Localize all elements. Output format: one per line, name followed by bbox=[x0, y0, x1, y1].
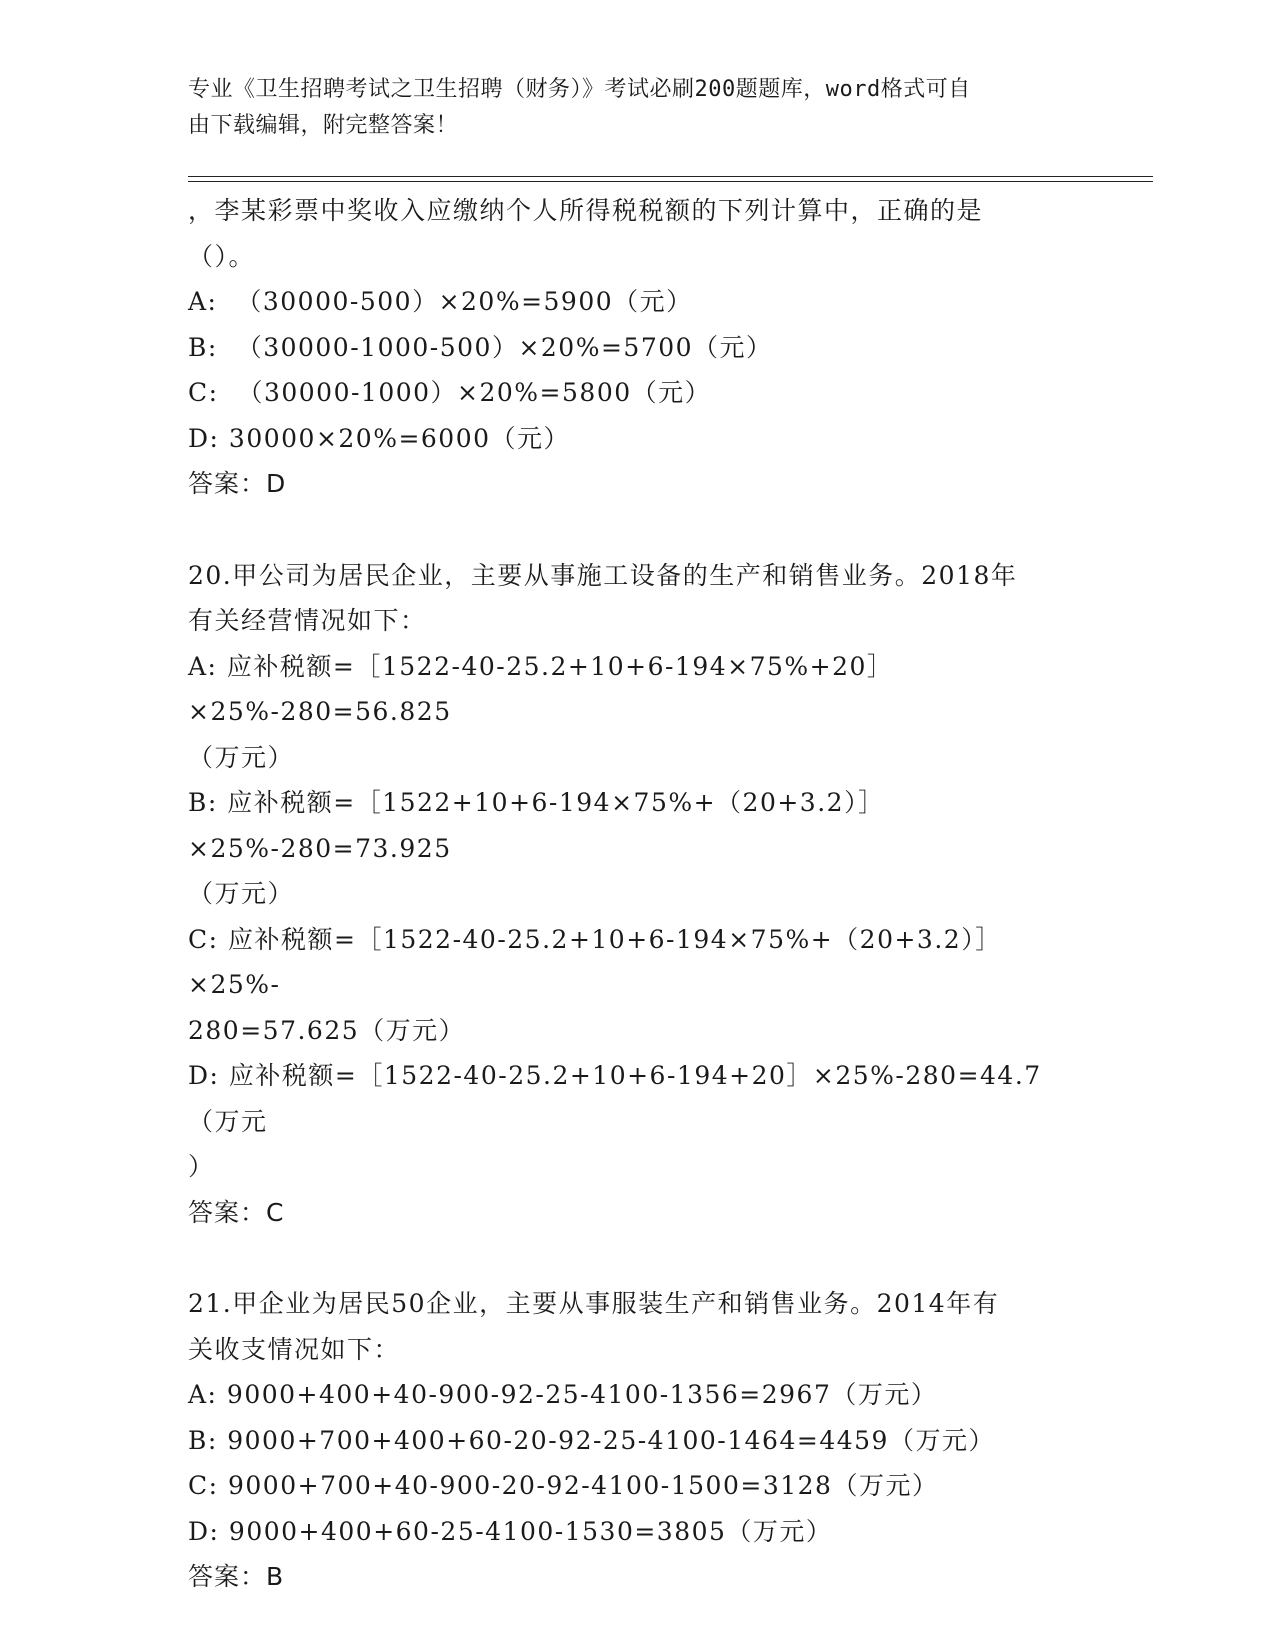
option-d: D: 9000+400+60-25-4100-1530=3805（万元） bbox=[188, 1516, 833, 1546]
document-header bbox=[188, 72, 1068, 144]
option-a: A: （30000-500）×20%=5900（元） bbox=[188, 287, 693, 316]
question-content bbox=[188, 188, 1088, 1600]
header-divider-bottom bbox=[188, 181, 1153, 182]
option-b: B: 9000+700+400+60-20-92-25-4100-1464=4459（万元） bbox=[188, 1425, 995, 1455]
question-spacer bbox=[188, 507, 1088, 553]
answer-line: 答案：C bbox=[188, 1197, 285, 1227]
question-stem: 21.甲企业为居民50企业，主要从事服装生产和销售业务。2014年有 bbox=[188, 1289, 1000, 1318]
question-stem: ，李某彩票中奖收入应缴纳个人所得税税额的下列计算中，正确的是 bbox=[188, 196, 984, 225]
option-d: D: 30000×20%=6000（元） bbox=[188, 423, 571, 453]
option-a: A: 应补税额=［1522-40-25.2+10+6-194×75%+20］×25%-280=56.825 bbox=[188, 651, 894, 726]
option-b: B: （30000-1000-500）×20%=5700（元） bbox=[188, 332, 773, 362]
header-divider-top bbox=[188, 176, 1153, 177]
option-c: C: （30000-1000）×20%=5800（元） bbox=[188, 378, 712, 407]
header-line-2: 由下载编辑，附完整答案！ bbox=[188, 113, 459, 138]
option-c: C: 9000+700+40-900-20-92-4100-1500=3128（万元） bbox=[188, 1471, 939, 1500]
option-b-cont: （万元） bbox=[188, 879, 295, 908]
question-stem-cont: 有关经营情况如下： bbox=[188, 606, 427, 635]
option-c-cont: 280=57.625（万元） bbox=[188, 1015, 466, 1045]
question-21 bbox=[188, 1281, 1088, 1600]
header-line-1: 专业《卫生招聘考试之卫生招聘（财务）》考试必刷200题题库，word格式可自 bbox=[188, 77, 971, 102]
question-stem-cont: 关收支情况如下： bbox=[188, 1334, 401, 1364]
question-stem-cont: （）。 bbox=[188, 241, 256, 271]
question-20 bbox=[188, 553, 1088, 1236]
option-c: C: 应补税额=［1522-40-25.2+10+6-194×75%+（20+3.2）］×25%- bbox=[188, 924, 1002, 999]
question-stem: 20.甲公司为居民企业，主要从事施工设备的生产和销售业务。2018年 bbox=[188, 560, 1018, 590]
question-19 bbox=[188, 188, 1088, 507]
option-d: D: 应补税额=［1522-40-25.2+10+6-194+20］×25%-280=44.7（万元 bbox=[188, 1061, 1042, 1136]
answer-line: 答案：B bbox=[188, 1562, 285, 1591]
answer-line: 答案：D bbox=[188, 469, 287, 498]
option-b: B: 应补税额=［1522+10+6-194×75%+（20+3.2）］×25%-280=73.925 bbox=[188, 788, 885, 863]
option-a-cont: （万元） bbox=[188, 742, 295, 772]
question-spacer bbox=[188, 1235, 1088, 1281]
option-d-cont: ） bbox=[188, 1152, 215, 1181]
option-a: A: 9000+400+40-900-92-25-4100-1356=2967（万元） bbox=[188, 1380, 938, 1409]
